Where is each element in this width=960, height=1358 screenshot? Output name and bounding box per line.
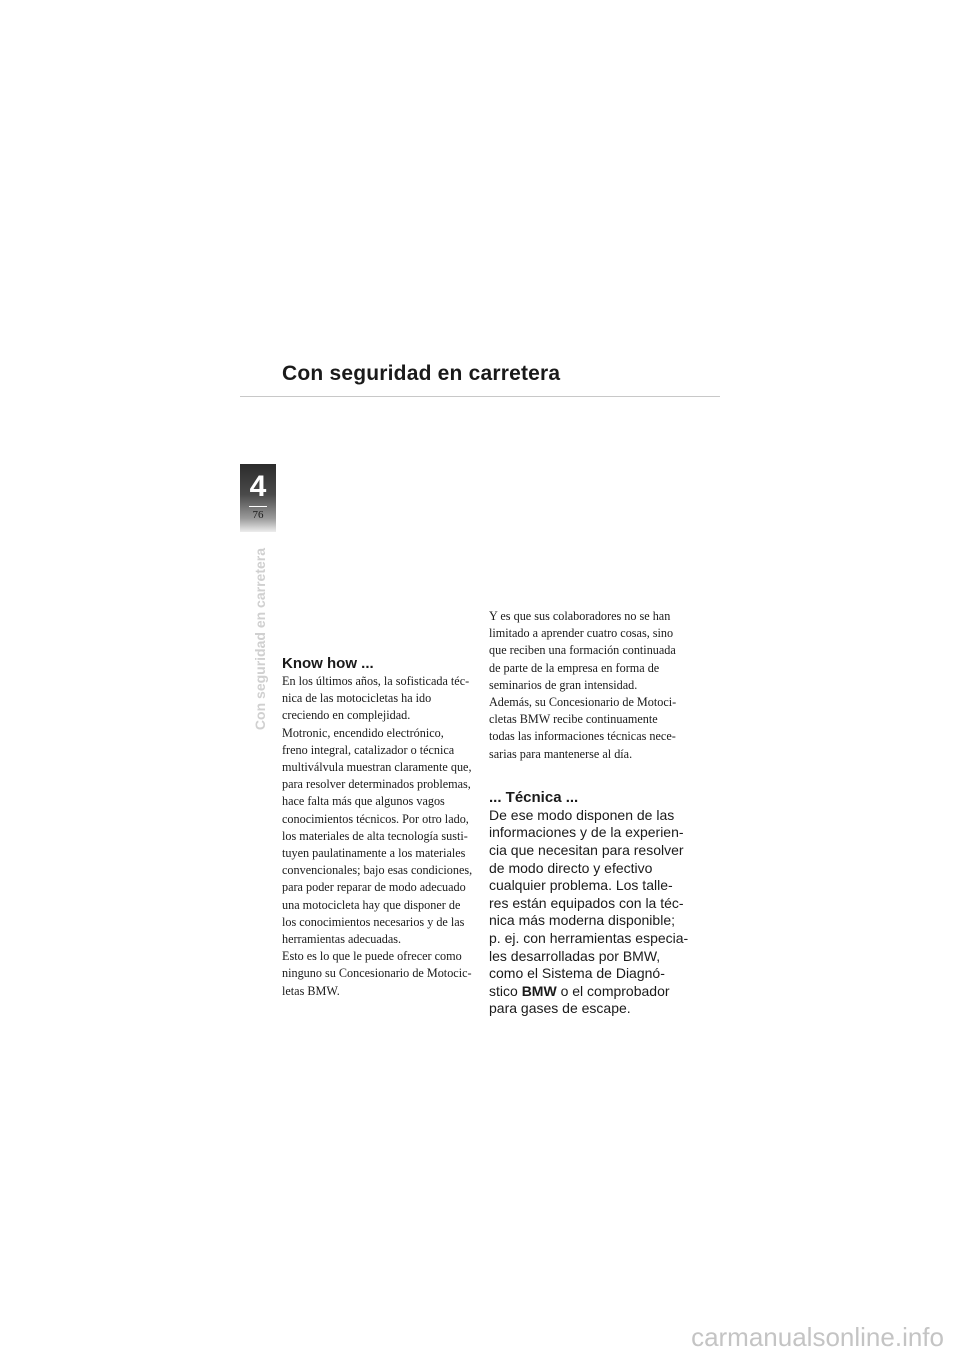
bmw-brand-text: BMW <box>521 982 557 999</box>
know-how-paragraph: En los últimos años, la sofisticada téc- nica de las motocicletas ha ido creciendo en complejidad. Motronic, encendido electrónico, freno integral, catalizador o técnica multiválvula muestran claramente que, para resolver determinados problemas, hace falta más que algunos vagos conocimientos técnicos. Por otro lado, los materiales de alta tecnología susti- tuyen paulatinamente a los materiales convencionales; bajo esas condiciones, para poder reparar de modo adecuado una motocicleta hay que disponer de los conocimientos necesarios y de las herramientas adecuadas. Esto es lo que le puede ofrecer como ninguno su Concesionario de Motocic- letas BMW. <box>282 674 473 998</box>
watermark: carmanualsonline.info <box>691 1322 944 1352</box>
tecnica-text-2: o el comprobador para gases de escape. <box>489 982 670 1017</box>
tecnica-heading: ... Técnica ... <box>489 788 579 806</box>
tecnica-paragraph <box>489 807 689 1018</box>
right-column <box>489 608 689 1018</box>
header-divider <box>240 396 720 397</box>
collaborators-paragraph: Y es que sus colaboradores no se han limitado a aprender cuatro cosas, sino que reciben una formación continuada de parte de la empresa en forma de seminarios de gran intensidad. Además, su Concesionario de Motoci- cletas BMW recibe continuamente todas las informaciones técnicas nece- sarias para mantenerse al día. <box>489 609 677 761</box>
chapter-tab <box>240 464 276 532</box>
page-number: 76 <box>252 509 264 521</box>
side-section-label: Con seguridad en carretera <box>252 548 268 731</box>
page-title: Con seguridad en carretera <box>282 362 561 385</box>
know-how-heading: Know how ... <box>282 655 374 672</box>
chapter-number: 4 <box>249 470 267 503</box>
chapter-divider <box>249 506 267 507</box>
tecnica-text-1: De ese modo disponen de las informaciones y de la experien- cia que necesitan para resolver de modo directo y efectivo cualquier problema. Los talle- res están equipados con la téc- nica más moderna disponible; p. ej. con herramientas especia- les desarrolladas por BMW, como el Sistema de Diagnó- stico <box>489 806 689 999</box>
left-column <box>282 655 482 1000</box>
